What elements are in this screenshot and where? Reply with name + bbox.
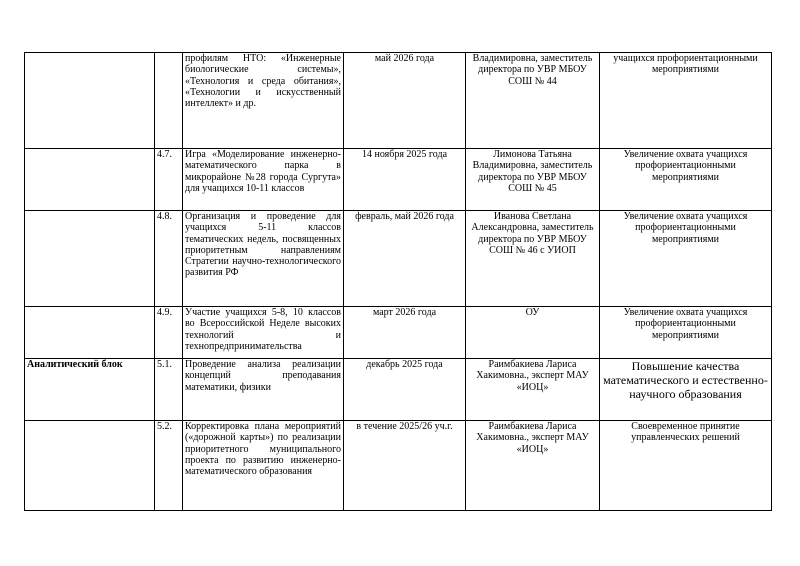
item-number: [155, 53, 183, 149]
item-number: 5.1.: [155, 359, 183, 421]
block-cell: [25, 149, 155, 211]
table-row: [25, 421, 772, 511]
result-cell: Увеличение охвата учащихся профориентационными мероприятиями: [600, 307, 772, 359]
date-cell: май 2026 года: [344, 53, 466, 149]
table-row: [25, 53, 772, 149]
date-cell: февраль, май 2026 года: [344, 211, 466, 307]
result-cell: Увеличение охвата учащихся профориентационными мероприятиями: [600, 211, 772, 307]
responsible-cell: Лимонова Татьяна Владимировна, заместитель директора по УВР МБОУ СОШ № 45: [466, 149, 600, 211]
responsible-cell: ОУ: [466, 307, 600, 359]
block-cell: [25, 211, 155, 307]
event-cell: Организация и проведение для учащихся 5-11 классов тематических недель, посвященных приоритетным направлениям Стратегии научно-технологического развития РФ: [183, 211, 344, 307]
result-cell: Увеличение охвата учащихся профориентационными мероприятиями: [600, 149, 772, 211]
table-row: [25, 149, 772, 211]
date-cell: 14 ноября 2025 года: [344, 149, 466, 211]
block-cell: [25, 53, 155, 149]
block-cell: Аналитический блок: [25, 359, 155, 421]
table-row: [25, 307, 772, 359]
event-cell: Участие учащихся 5-8, 10 классов во Всероссийской Неделе высоких технологий и технопредпринимательства: [183, 307, 344, 359]
result-cell: Своевременное принятие управленческих решений: [600, 421, 772, 511]
responsible-cell: Иванова Светлана Александровна, заместитель директора по УВР МБОУ СОШ № 46 с УИОП: [466, 211, 600, 307]
table-row: [25, 211, 772, 307]
event-cell: Игра «Моделирование инженерно-математического парка в микрорайоне №28 города Сургута» для учащихся 10-11 классов: [183, 149, 344, 211]
item-number: 4.8.: [155, 211, 183, 307]
block-cell: [25, 421, 155, 511]
item-number: 4.9.: [155, 307, 183, 359]
responsible-cell: Раимбакиева Лариса Хакимовна., эксперт МАУ «ИОЦ»: [466, 359, 600, 421]
table-row: [25, 359, 772, 421]
result-cell: Повышение качества математического и естественно-научного образования: [600, 359, 772, 421]
event-cell: Проведение анализа реализации концепций преподавания математики, физики: [183, 359, 344, 421]
event-cell: профилям НТО: «Инженерные биологические системы», «Технология и среда обитания», «Технологии и искусственный интеллект» и др.: [183, 53, 344, 149]
block-cell: [25, 307, 155, 359]
plan-table: [24, 52, 772, 511]
result-cell: учащихся профориентационными мероприятиями: [600, 53, 772, 149]
date-cell: декабрь 2025 года: [344, 359, 466, 421]
responsible-cell: Раимбакиева Лариса Хакимовна., эксперт МАУ «ИОЦ»: [466, 421, 600, 511]
date-cell: март 2026 года: [344, 307, 466, 359]
item-number: 4.7.: [155, 149, 183, 211]
event-cell: Корректировка плана мероприятий («дорожной карты») по реализации приоритетного муниципального проекта по развитию инженерно-математического образования: [183, 421, 344, 511]
date-cell: в течение 2025/26 уч.г.: [344, 421, 466, 511]
responsible-cell: Владимировна, заместитель директора по УВР МБОУ СОШ № 44: [466, 53, 600, 149]
item-number: 5.2.: [155, 421, 183, 511]
